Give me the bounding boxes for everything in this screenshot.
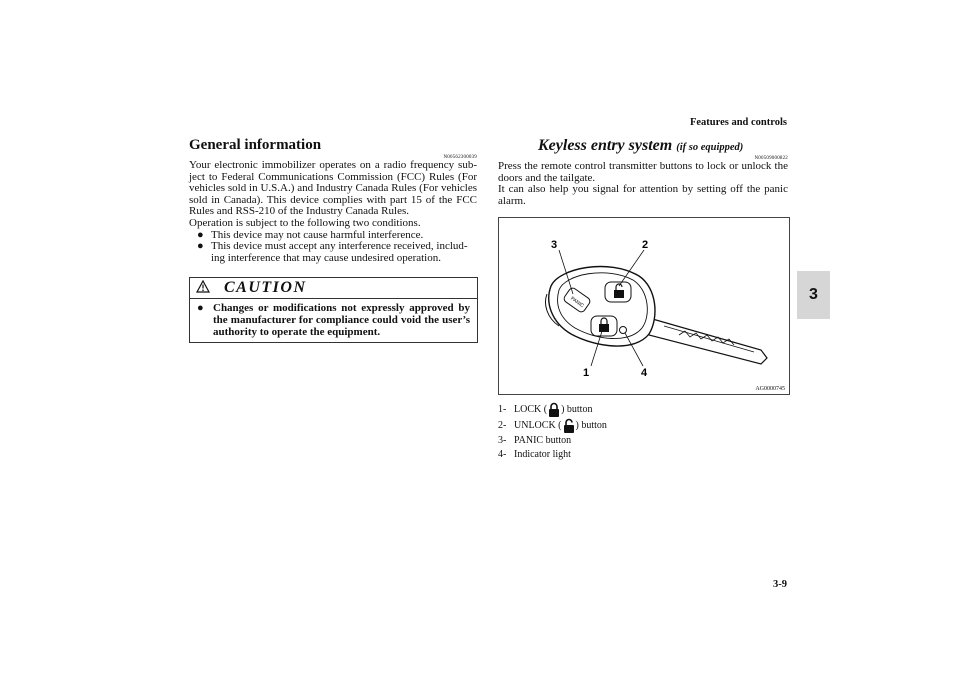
keyless-entry-heading — [498, 137, 788, 155]
bullet-dot-icon: ● — [197, 302, 204, 315]
legend-lock-text-after: ) button — [561, 404, 593, 416]
panic-button-label: PANIC — [569, 296, 585, 310]
caution-body — [190, 299, 477, 342]
condition-text-1: This device may not cause harmful interference. — [211, 228, 424, 241]
general-information-paragraph: Your electronic immobilizer operates on a radio frequency sub-ject to Federal Communications Commission (FCC) Rules (For vehicles sold in U.S.A.) and Industry Canada Rules (For vehicles sold in Canada). This device complies with part 15 of the FCC Rules and RSS-210 of the Industry Canada Rules. — [189, 159, 477, 218]
legend-item-unlock — [498, 418, 788, 434]
general-information-heading: General information — [189, 137, 322, 153]
remote-key-illustration — [499, 218, 789, 394]
section-header-title: Features and controls — [689, 117, 787, 128]
legend-number: 2- — [498, 420, 507, 432]
chapter-tab-number: 3 — [809, 286, 818, 303]
page-number: 3-9 — [773, 579, 787, 590]
caution-box — [189, 277, 478, 343]
callout-1: 1 — [583, 367, 590, 380]
bullet-dot-icon: ● — [197, 228, 204, 241]
caution-title: CAUTION — [224, 279, 307, 297]
keyless-paragraph-2: It can also help you signal for attention by setting off the panic alarm. — [498, 183, 788, 207]
caution-text: Changes or modifications not expressly approved by the manufacturer for compliance could void the user’s authority to operate the equipment. — [213, 302, 470, 338]
callout-4: 4 — [641, 367, 648, 380]
keyless-entry-title: Keyless entry system — [538, 137, 673, 154]
callout-2: 2 — [642, 239, 649, 252]
legend-unlock-text-after: ) button — [575, 420, 607, 432]
condition-bullet-2 — [197, 241, 477, 264]
legend-item-indicator — [498, 448, 788, 462]
keyless-entry-code: N00509000822 — [754, 156, 788, 161]
legend-lock-text-before: LOCK ( — [514, 404, 548, 416]
keyless-entry-section — [498, 137, 788, 462]
callout-3: 3 — [551, 239, 558, 252]
keyless-paragraph-1: Press the remote control transmitter buttons to lock or unlock the doors and the tailgate. — [498, 160, 788, 184]
condition-text-2: This device must accept any interference received, includ-ing interference that may cause undesired operation. — [211, 240, 468, 264]
legend-number: 3- — [498, 435, 507, 447]
remote-transmitter-figure — [498, 217, 790, 395]
caution-bullet — [197, 303, 470, 338]
keyless-entry-subtitle: (if so equipped) — [676, 142, 744, 153]
legend-number: 1- — [498, 404, 507, 416]
legend-number: 4- — [498, 449, 507, 461]
chapter-tab — [797, 271, 830, 319]
figure-legend — [498, 402, 788, 462]
lock-closed-icon — [548, 402, 560, 418]
figure-code: AG0000745 — [755, 386, 785, 393]
general-information-section — [189, 137, 477, 343]
legend-unlock-text-before: UNLOCK ( — [514, 420, 562, 432]
lock-open-icon — [563, 418, 575, 434]
caution-header — [190, 278, 477, 299]
general-information-code: N00562300039 — [443, 155, 477, 160]
warning-triangle-icon — [196, 280, 210, 297]
legend-indicator-text: Indicator light — [514, 449, 571, 461]
conditions-paragraph: Operation is subject to the following two conditions. — [189, 216, 421, 229]
legend-panic-text: PANIC button — [514, 435, 572, 447]
legend-item-panic — [498, 434, 788, 448]
legend-item-lock — [498, 402, 788, 418]
bullet-dot-icon: ● — [197, 240, 204, 253]
